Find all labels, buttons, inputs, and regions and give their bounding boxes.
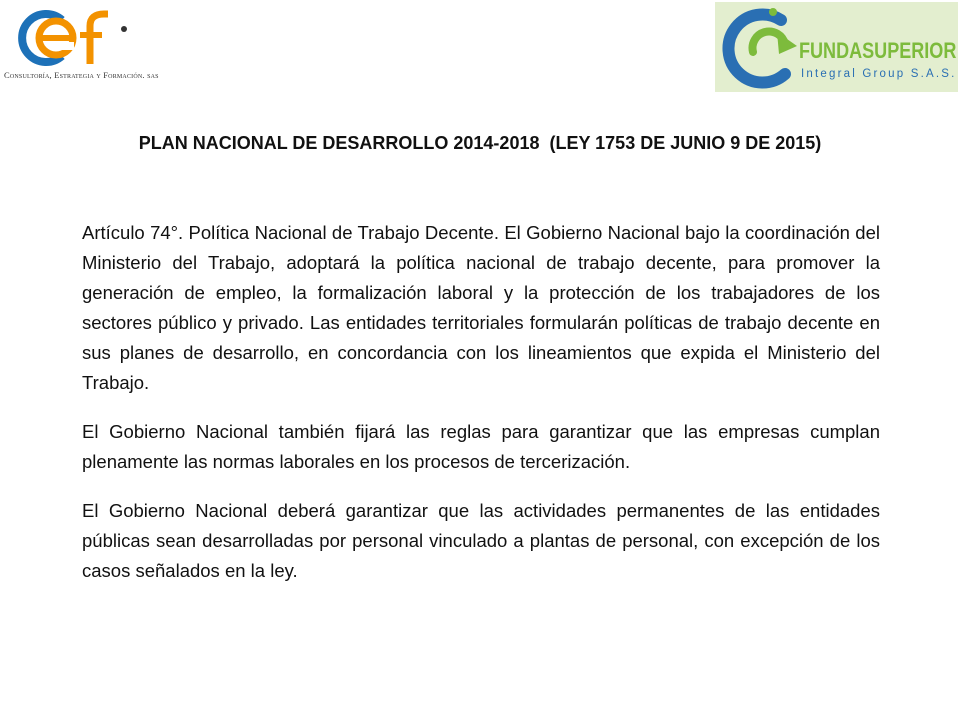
cef-logo-mark (4, 2, 134, 70)
title-plan: PLAN NACIONAL DE DESARROLLO 2014-2018 (138, 133, 540, 153)
title-law: (LEY 1753 DE JUNIO 9 DE 2015) (549, 133, 822, 153)
brand-name: FUNDASUPERIOR (799, 38, 957, 63)
fundasuperior-logo (715, 2, 958, 92)
cef-logo (0, 0, 200, 92)
paragraph-outsourcing-rules: El Gobierno Nacional también fijará las reglas para garantizar que las empresas cumplan plenamente las normas laborales en los procesos de tercerización. (82, 421, 880, 472)
company-name: Consultoría, Estrategia y Formación. sas (4, 70, 159, 80)
paragraph-public-entities: El Gobierno Nacional deberá garantizar que las actividades permanentes de las entidades públicas sean desarrolladas por personal vinculado a plantas de personal, con excepción de los casos señalados en la ley. (82, 500, 880, 581)
brand-subtitle: Integral Group S.A.S. (801, 68, 957, 80)
document-body (82, 218, 880, 605)
document-title (0, 133, 960, 154)
paragraph-article-74: Artículo 74°. Política Nacional de Trabajo Decente. El Gobierno Nacional bajo la coordinación del Ministerio del Trabajo, adoptará la política nacional de trabajo decente, para promover la generación de empleo, la formalización laboral y la protección de los trabajadores de los sectores público y privado. Las entidades territoriales formularán políticas de trabajo decente en sus planes de desarrollo, en concordancia con los lineamientos que expida el Ministerio del Trabajo. (82, 222, 880, 393)
